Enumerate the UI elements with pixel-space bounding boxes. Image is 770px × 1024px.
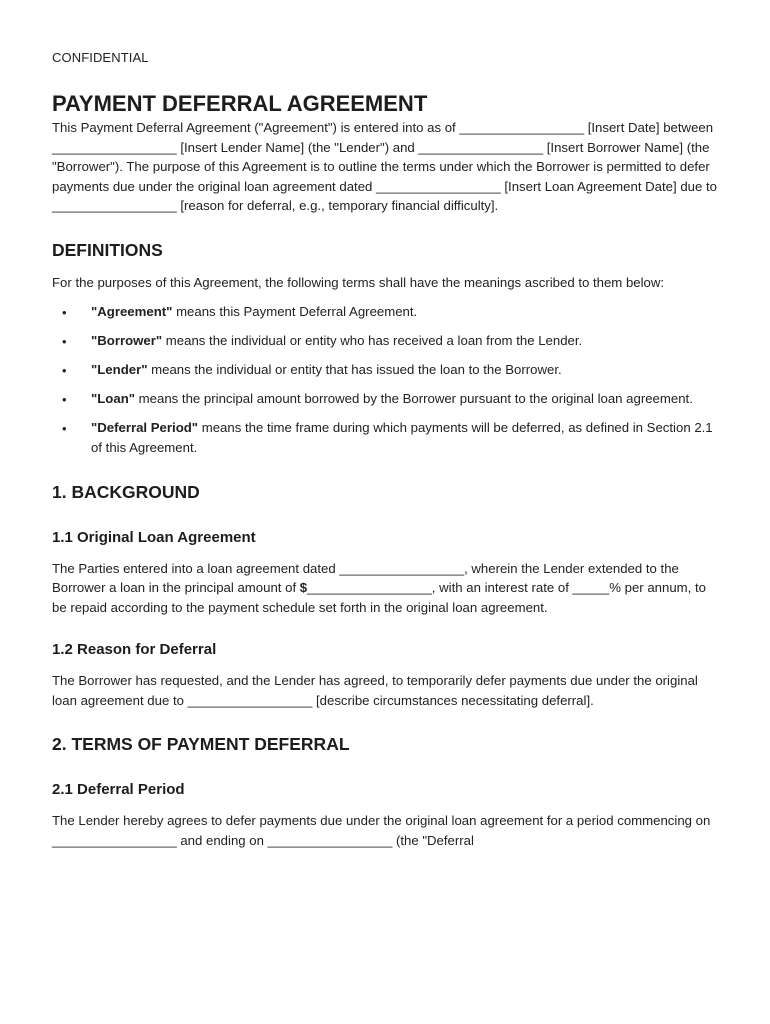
section-1-2-heading: 1.2 Reason for Deferral <box>52 641 217 659</box>
document-title: PAYMENT DEFERRAL AGREEMENT <box>52 91 428 116</box>
section-1-2-paragraph: The Borrower has requested, and the Lender has agreed, to temporarily defer payments due under the original loan agreement due to _________________ [describe circumstances necessitating deferral]. <box>52 673 698 708</box>
bullet-icon: • <box>62 333 67 349</box>
section-1-1-paragraph <box>52 559 718 618</box>
section-1-1-heading: 1.1 Original Loan Agreement <box>52 528 256 546</box>
definition-item-borrower <box>52 331 718 351</box>
definition-item-deferral-period <box>52 418 718 457</box>
currency-symbol: $ <box>299 580 308 596</box>
section-2-1-paragraph: The Lender hereby agrees to defer payments due under the original loan agreement for a period commencing on _________________ and ending on _________________ (the "Deferral <box>52 813 711 849</box>
terms-heading: 2. TERMS OF PAYMENT DEFERRAL <box>52 734 350 755</box>
bullet-icon: • <box>62 421 67 437</box>
definition-item-loan <box>52 389 718 409</box>
section-1-1-text-b: _________________, with an interest rate of _____% per annum, to be repaid according to the payment schedule set forth in the original loan agreement. <box>52 580 706 615</box>
definition-text: means this Payment Deferral Agreement. <box>172 303 418 319</box>
background-heading: 1. BACKGROUND <box>52 481 200 502</box>
definition-item-lender <box>52 360 718 380</box>
definition-text: means the principal amount borrowed by the Borrower pursuant to the original loan agreement. <box>135 391 693 407</box>
definitions-lead: For the purposes of this Agreement, the following terms shall have the meanings ascribed to them below: <box>52 274 665 290</box>
bullet-icon: • <box>62 304 67 320</box>
definitions-list <box>52 302 718 458</box>
section-1-1-text-a: The Parties entered into a loan agreement dated _________________, wherein the Lender extended to the Borrower a loan in the principal amount of <box>52 560 679 596</box>
bullet-icon: • <box>62 362 67 378</box>
definition-text: means the individual or entity who has received a loan from the Lender. <box>162 332 583 348</box>
definition-text: means the individual or entity that has issued the loan to the Borrower. <box>147 361 562 377</box>
intro-paragraph: This Payment Deferral Agreement ("Agreement") is entered into as of _________________ [Insert Date] between _________________ [Insert Lender Name] (the "Lender") and _________________ [Insert Borrower Name] (the "Borrower"). The purpose of this Agreement is to outline the terms under which the Borrower is permitted to defer payments due under the original loan agreement dated _________________ [Insert Loan Agreement Date] due to _________________ [reason for deferral, e.g., temporary financial difficulty]. <box>52 120 717 214</box>
bullet-icon: • <box>62 392 67 408</box>
definition-term: "Deferral Period" <box>91 420 199 436</box>
confidential-label: CONFIDENTIAL <box>52 50 149 65</box>
definition-term: "Loan" <box>91 391 136 407</box>
definition-term: "Borrower" <box>91 332 163 348</box>
definition-term: "Agreement" <box>91 303 173 319</box>
definition-item-agreement <box>52 302 718 322</box>
section-2-1-heading: 2.1 Deferral Period <box>52 781 185 799</box>
definition-text: means the time frame during which payments will be deferred, as defined in Section 2.1 of this Agreement. <box>91 420 713 455</box>
definitions-heading: DEFINITIONS <box>52 239 163 260</box>
definition-term: "Lender" <box>91 361 148 377</box>
